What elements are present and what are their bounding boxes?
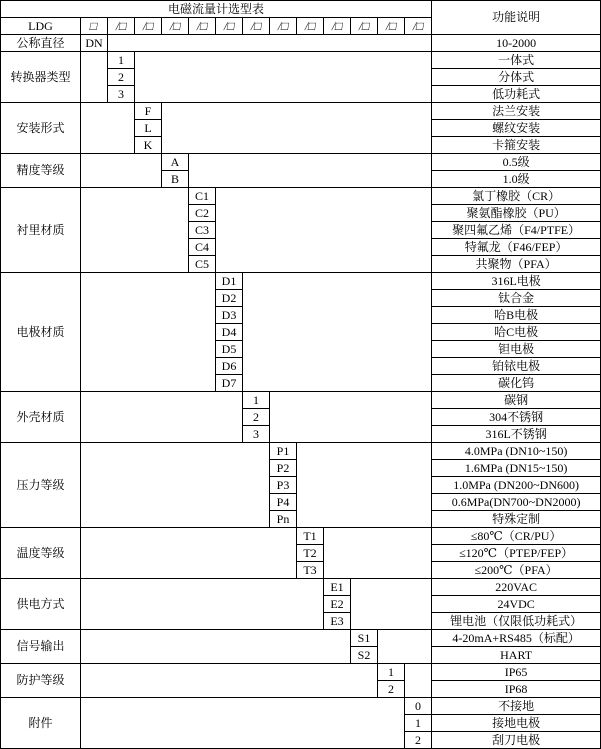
code-cell: 1	[378, 664, 405, 681]
code-cell: K	[135, 137, 162, 154]
code-slot-box-glyph: /□	[249, 18, 263, 33]
table-row	[1, 188, 601, 205]
code-slot-box-glyph: /□	[195, 18, 209, 33]
desc-cell: ≤120℃（PTEP/FEP）	[432, 545, 601, 562]
desc-cell: HART	[432, 647, 601, 664]
code-cell: D1	[216, 273, 243, 290]
desc-cell: 10-2000	[432, 35, 601, 52]
filler-cell	[189, 154, 432, 188]
group-label: 温度等级	[1, 528, 81, 579]
filler-cell	[81, 664, 378, 698]
code-cell: L	[135, 120, 162, 137]
code-slot	[162, 18, 189, 35]
code-slot-box-glyph: /□	[222, 18, 236, 33]
table-row	[1, 52, 601, 69]
desc-cell: 卡箍安装	[432, 137, 601, 154]
code-slot	[405, 18, 432, 35]
desc-cell: 特殊定制	[432, 511, 601, 528]
code-slot-box-glyph: /□	[168, 18, 182, 33]
code-cell: D7	[216, 375, 243, 392]
filler-cell	[243, 273, 432, 392]
code-cell: S1	[351, 630, 378, 647]
filler-cell	[351, 579, 432, 630]
code-cell: D2	[216, 290, 243, 307]
desc-cell: 低功耗式	[432, 86, 601, 103]
code-cell: B	[162, 171, 189, 188]
code-slot-box-glyph: /□	[330, 18, 344, 33]
group-label: 压力等级	[1, 443, 81, 528]
code-slot	[270, 18, 297, 35]
code-slot-box-glyph: /□	[357, 18, 371, 33]
table-row	[1, 698, 601, 715]
filler-cell	[378, 630, 432, 664]
code-cell: D6	[216, 358, 243, 375]
group-label: 转换器类型	[1, 52, 81, 103]
filler-cell	[297, 443, 432, 528]
table-row	[1, 443, 601, 460]
filler-cell	[81, 698, 405, 749]
desc-cell: 1.6MPa (DN15~150)	[432, 460, 601, 477]
page-title: 电磁流量计选型表	[1, 1, 432, 18]
desc-cell: 1.0MPa (DN200~DN600)	[432, 477, 601, 494]
code-slot	[135, 18, 162, 35]
code-cell: C5	[189, 256, 216, 273]
code-cell: Pn	[270, 511, 297, 528]
code-cell: 3	[243, 426, 270, 443]
code-cell: 1	[108, 52, 135, 69]
desc-cell: 锂电池（仅限低功耗式）	[432, 613, 601, 630]
desc-cell: 法兰安装	[432, 103, 601, 120]
desc-cell: 共聚物（PFA）	[432, 256, 601, 273]
desc-cell: 氯丁橡胶（CR）	[432, 188, 601, 205]
table-row	[1, 103, 601, 120]
filler-cell	[81, 579, 324, 630]
desc-cell: 钽电极	[432, 341, 601, 358]
code-cell: T1	[297, 528, 324, 545]
desc-cell: 特氟龙（F46/FEP）	[432, 239, 601, 256]
desc-cell: IP68	[432, 681, 601, 698]
code-cell: D5	[216, 341, 243, 358]
table-row	[1, 273, 601, 290]
desc-cell: 螺纹安装	[432, 120, 601, 137]
selection-table-body	[1, 1, 601, 749]
desc-cell: ≤80℃（CR/PU）	[432, 528, 601, 545]
desc-cell: 碳钢	[432, 392, 601, 409]
desc-cell: 0.5级	[432, 154, 601, 171]
code-cell: E3	[324, 613, 351, 630]
code-slot	[216, 18, 243, 35]
desc-cell: 钛合金	[432, 290, 601, 307]
code-cell: C1	[189, 188, 216, 205]
group-label: 公称直径	[1, 35, 81, 52]
desc-cell: 刮刀电极	[432, 732, 601, 749]
table-row	[1, 528, 601, 545]
filler-cell	[405, 664, 432, 698]
desc-cell: 聚四氟乙烯（F4/PTFE）	[432, 222, 601, 239]
code-slot	[243, 18, 270, 35]
group-label: 附件	[1, 698, 81, 749]
filler-cell	[81, 392, 243, 443]
group-label: 外壳材质	[1, 392, 81, 443]
code-slot-box-glyph: /□	[384, 18, 398, 33]
code-cell: 3	[108, 86, 135, 103]
desc-cell: 4.0MPa (DN10~150)	[432, 443, 601, 460]
code-cell: 0	[405, 698, 432, 715]
table-row	[1, 579, 601, 596]
desc-cell: 24VDC	[432, 596, 601, 613]
code-cell: E2	[324, 596, 351, 613]
filler-cell	[135, 52, 432, 103]
filler-cell	[108, 35, 432, 52]
code-cell: C4	[189, 239, 216, 256]
code-cell: 2	[405, 732, 432, 749]
code-slot-box-glyph: /□	[303, 18, 317, 33]
filler-cell	[81, 528, 297, 579]
table-row	[1, 154, 601, 171]
table-row	[1, 630, 601, 647]
table-row	[1, 392, 601, 409]
code-cell: C3	[189, 222, 216, 239]
filler-cell	[81, 154, 162, 188]
code-slot	[378, 18, 405, 35]
code-cell: P1	[270, 443, 297, 460]
group-label: 信号输出	[1, 630, 81, 664]
table-row	[1, 664, 601, 681]
code-cell: 2	[243, 409, 270, 426]
code-cell: T3	[297, 562, 324, 579]
desc-cell: 316L电极	[432, 273, 601, 290]
code-slot-box-glyph: □	[89, 18, 99, 33]
code-cell: 1	[405, 715, 432, 732]
filler-cell	[81, 273, 216, 392]
filler-cell	[162, 103, 432, 154]
code-cell: A	[162, 154, 189, 171]
desc-cell: 316L不锈钢	[432, 426, 601, 443]
code-cell: P4	[270, 494, 297, 511]
code-slot-box-glyph: /□	[411, 18, 425, 33]
filler-cell	[324, 528, 432, 579]
code-cell: T2	[297, 545, 324, 562]
desc-cell: ≤200℃（PFA）	[432, 562, 601, 579]
desc-cell: 不接地	[432, 698, 601, 715]
code-cell: D4	[216, 324, 243, 341]
code-slot	[108, 18, 135, 35]
filler-cell	[81, 103, 135, 154]
desc-cell: 接地电极	[432, 715, 601, 732]
code-slot	[297, 18, 324, 35]
code-cell: 2	[108, 69, 135, 86]
group-label: 衬里材质	[1, 188, 81, 273]
desc-cell: 一体式	[432, 52, 601, 69]
group-label: 供电方式	[1, 579, 81, 630]
desc-cell: 0.6MPa(DN700~DN2000)	[432, 494, 601, 511]
code-cell: 1	[243, 392, 270, 409]
code-slot	[81, 18, 108, 35]
filler-cell	[81, 188, 189, 273]
code-cell: S2	[351, 647, 378, 664]
filler-cell	[81, 52, 108, 103]
desc-cell: 哈C电极	[432, 324, 601, 341]
code-cell: C2	[189, 205, 216, 222]
code-cell: D3	[216, 307, 243, 324]
desc-cell: 分体式	[432, 69, 601, 86]
code-slot	[351, 18, 378, 35]
desc-cell: 4-20mA+RS485（标配）	[432, 630, 601, 647]
group-label: 精度等级	[1, 154, 81, 188]
code-cell: P2	[270, 460, 297, 477]
desc-cell: 哈B电极	[432, 307, 601, 324]
desc-cell: 铂铱电极	[432, 358, 601, 375]
function-column-header: 功能说明	[432, 1, 601, 35]
filler-cell	[81, 630, 351, 664]
group-label: 电极材质	[1, 273, 81, 392]
desc-cell: 304不锈钢	[432, 409, 601, 426]
code-slot	[324, 18, 351, 35]
desc-cell: 聚氨酯橡胶（PU）	[432, 205, 601, 222]
code-cell: F	[135, 103, 162, 120]
code-cell: P3	[270, 477, 297, 494]
desc-cell: IP65	[432, 664, 601, 681]
code-cell: 2	[378, 681, 405, 698]
desc-cell: 1.0级	[432, 171, 601, 188]
filler-cell	[216, 188, 432, 273]
model-code: LDG	[1, 18, 81, 35]
table-row	[1, 35, 601, 52]
group-label: 安装形式	[1, 103, 81, 154]
code-cell: E1	[324, 579, 351, 596]
group-label: 防护等级	[1, 664, 81, 698]
filler-cell	[270, 392, 432, 443]
desc-cell: 碳化钨	[432, 375, 601, 392]
filler-cell	[81, 443, 270, 528]
code-slot	[189, 18, 216, 35]
code-slot-box-glyph: /□	[276, 18, 290, 33]
code-slot-box-glyph: /□	[114, 18, 128, 33]
desc-cell: 220VAC	[432, 579, 601, 596]
code-slot-box-glyph: /□	[141, 18, 155, 33]
title-row	[1, 1, 601, 18]
code-cell: DN	[81, 35, 108, 52]
